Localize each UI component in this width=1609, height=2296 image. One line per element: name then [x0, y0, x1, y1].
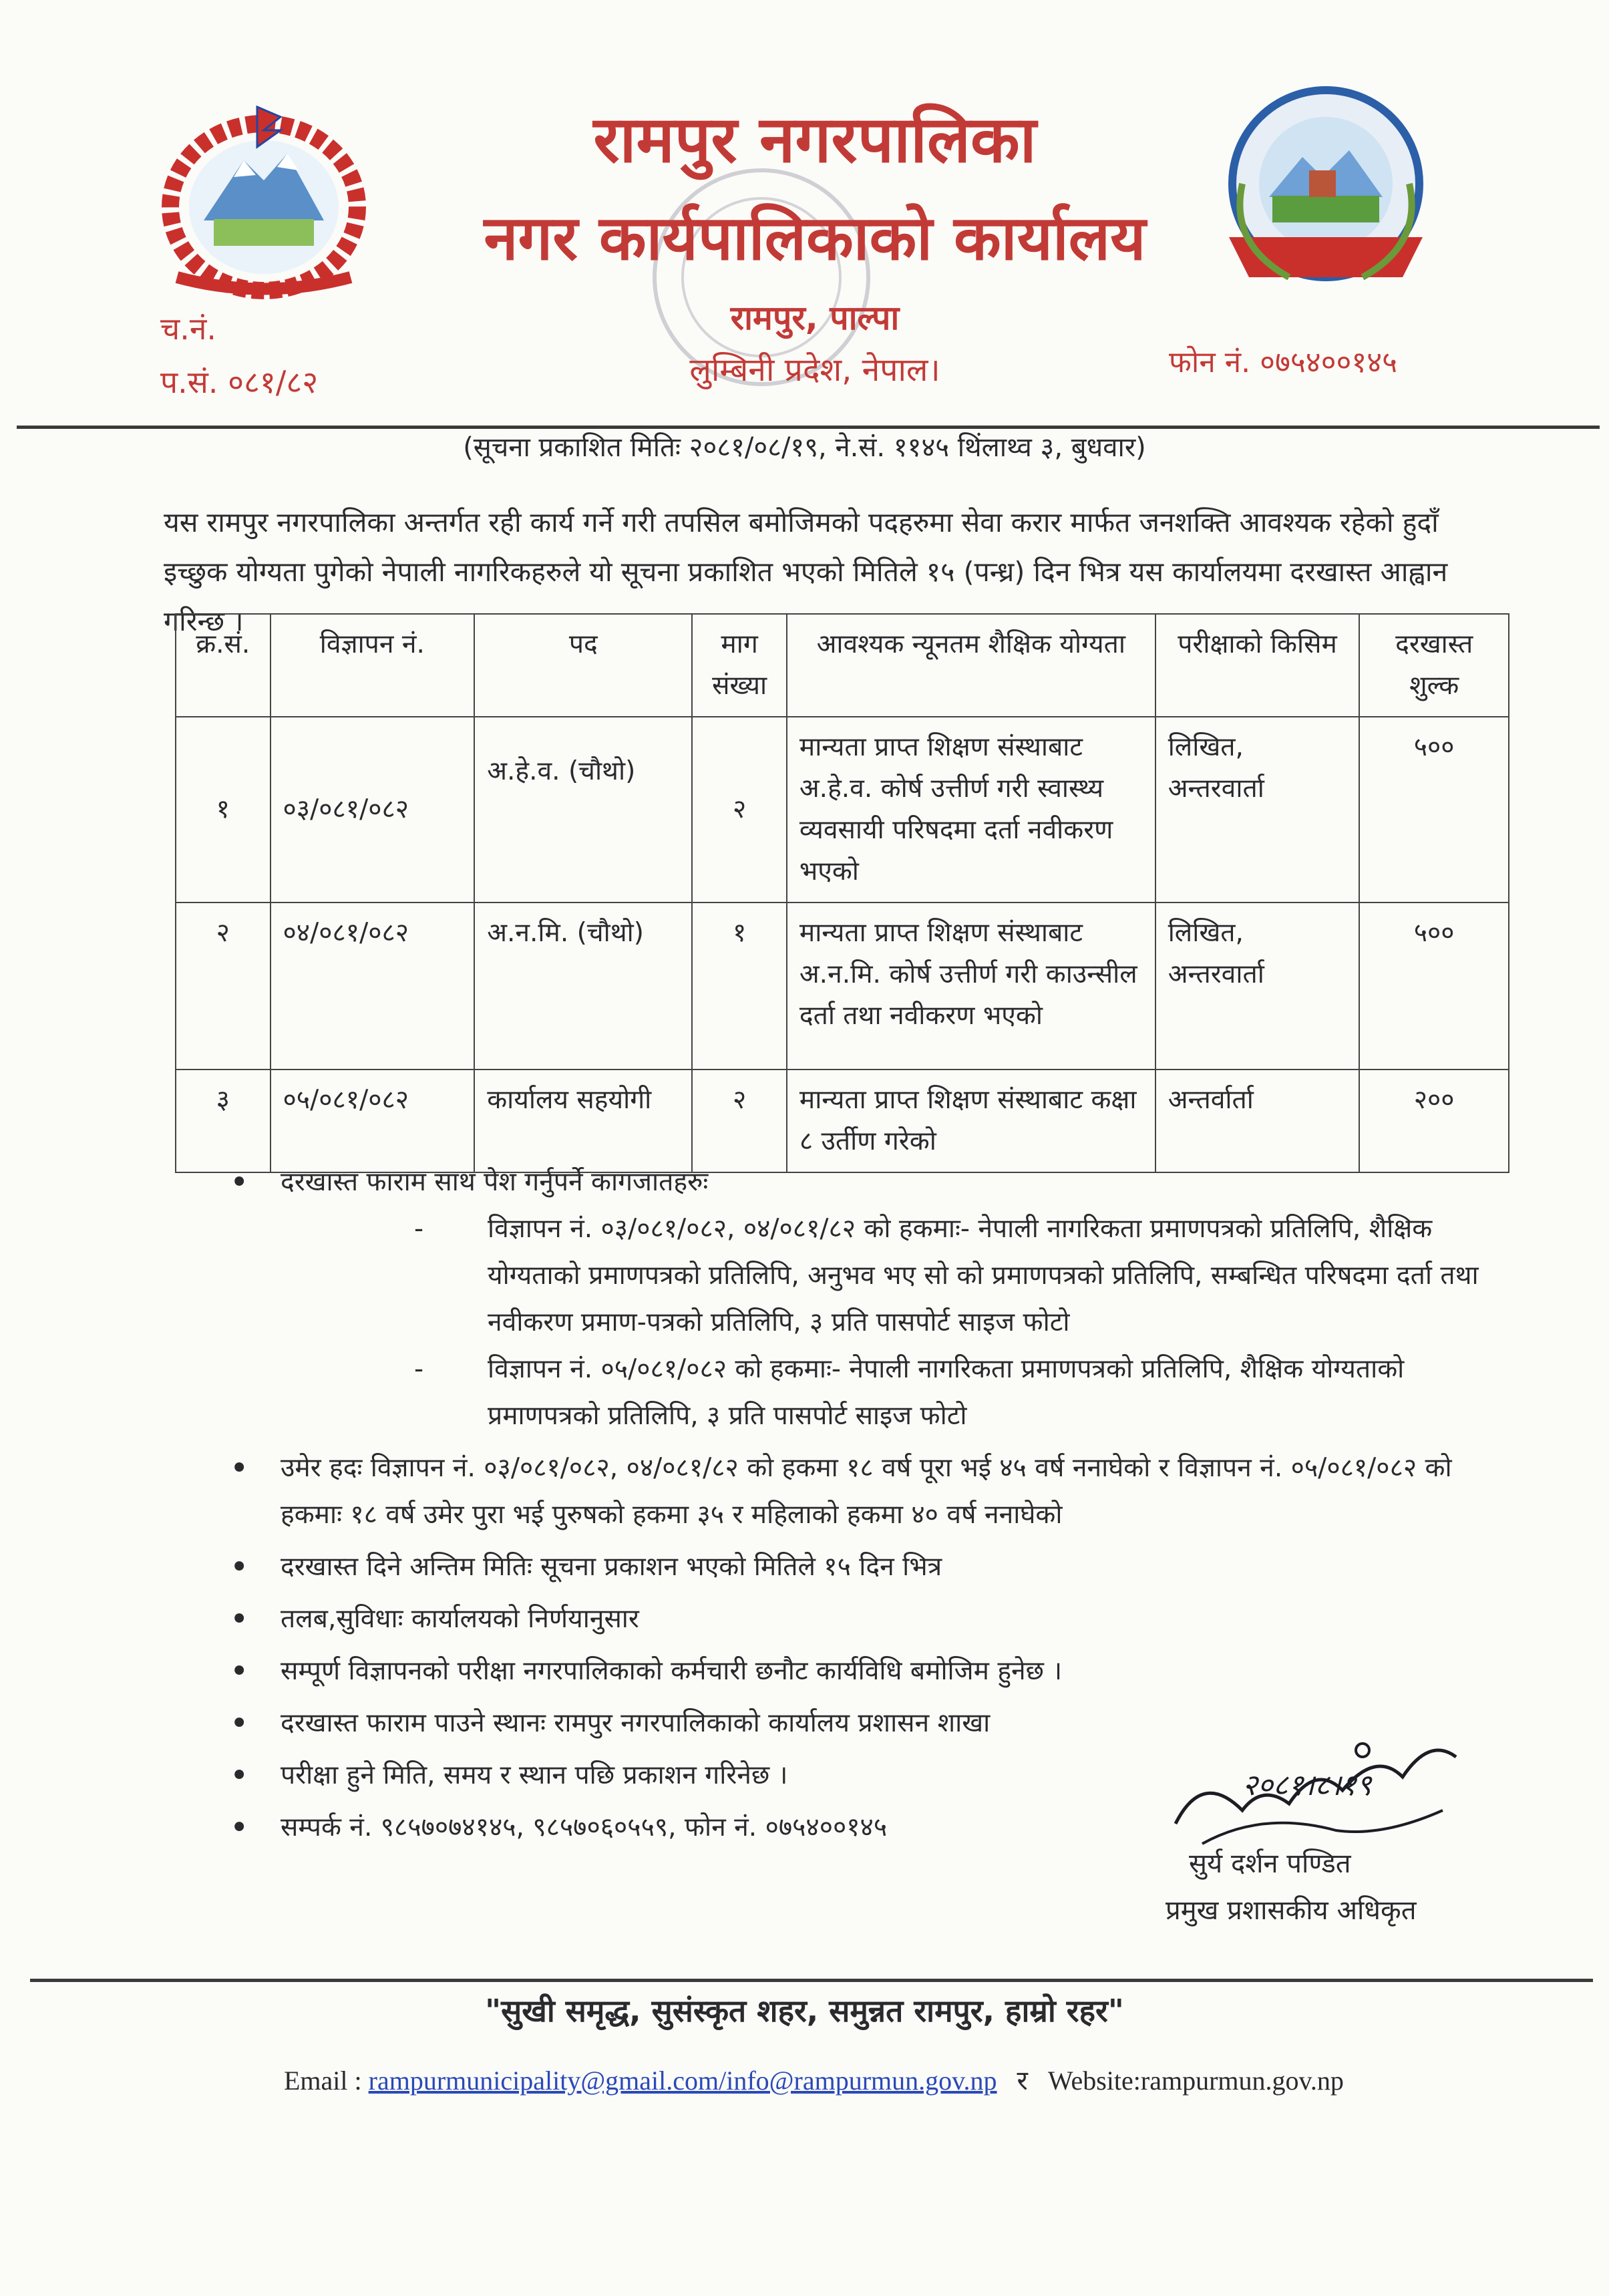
list-item: • परीक्षा हुने मिति, समय र स्थान पछि प्रकाशन गरिनेछ । — [220, 1752, 1509, 1799]
cell-demand: २ — [692, 717, 787, 903]
reference-number: च.नं. — [160, 311, 216, 347]
cell-fee: २०० — [1359, 1070, 1509, 1172]
footer-contact — [284, 2061, 1344, 2098]
table-header-row — [176, 614, 1509, 717]
footer-connector: र — [1017, 2066, 1028, 2096]
municipality-name: रामपुर नगरपालिका — [593, 102, 1037, 177]
list-item — [220, 1159, 1509, 1440]
cell-exam: अन्तर्वार्ता — [1155, 1070, 1360, 1172]
cell-qualification: मान्यता प्राप्त शिक्षण संस्थाबाट कक्षा ८ उर्तीण गरेको — [787, 1070, 1155, 1172]
cell-sn: १ — [176, 717, 271, 903]
col-demand: माग संख्या — [692, 614, 787, 717]
fiscal-year: प.सं. ०८१/८२ — [160, 364, 319, 400]
cell-post: अ.हे.व. (चौथो) — [474, 717, 692, 903]
notice-date: (सूचना प्रकाशित मितिः २०८१/०८/१९, ने.सं. ११४५ थिंलाथ्व ३, बुधवार) — [463, 432, 1146, 463]
docs-heading: दरखास्त फाराम साथ पेश गर्नुपर्ने कागजातहरुः — [281, 1167, 709, 1197]
col-post: पद — [474, 614, 692, 717]
signatory-title: प्रमुख प्रशासकीय अधिकृत — [1166, 1895, 1417, 1926]
cell-exam: लिखित, अन्तरवार्ता — [1155, 903, 1360, 1070]
cell-demand: २ — [692, 1070, 787, 1172]
office-name: नगर कार्यपालिकाको कार्यालय — [484, 202, 1146, 274]
col-ad-no: विज्ञापन नं. — [271, 614, 475, 717]
docs-item-2: - विज्ञापन नं. ०५/०८१/०८२ को हकमाः- नेपाली नागरिकता प्रमाणपत्रको प्रतिलिपि, शैक्षिक योग्यताको प्रमाणपत्रको प्रतिलिपि, ३ प्रति पासपोर्ट साइज फोटो — [414, 1346, 1509, 1440]
table-row — [176, 717, 1509, 903]
table-row — [176, 903, 1509, 1070]
list-item: • सम्पूर्ण विज्ञापनको परीक्षा नगरपालिकाको कर्मचारी छनौट कार्यविधि बमोजिम हुनेछ । — [220, 1648, 1509, 1695]
cell-exam: लिखित, अन्तरवार्ता — [1155, 717, 1360, 903]
cell-post: अ.न.मि. (चौथो) — [474, 903, 692, 1070]
cell-qualification: मान्यता प्राप्त शिक्षण संस्थाबाट अ.न.मि. कोर्ष उत्तीर्ण गरी काउन्सील दर्ता तथा नवीकरण भएको — [787, 903, 1155, 1070]
signatory-name: सुर्य दर्शन पण्डित — [1189, 1848, 1351, 1879]
municipality-motto: "सुखी समृद्ध, सुसंस्कृत शहर, समुन्नत रामपुर, हाम्रो रहर" — [485, 1993, 1124, 2029]
cell-ad-no: ०३/०८१/०८२ — [271, 717, 475, 903]
vacancy-table — [175, 613, 1509, 1173]
email-link[interactable]: rampurmunicipality@gmail.com/info@rampurmun.gov.np — [368, 2066, 997, 2096]
col-sn: क्र.सं. — [176, 614, 271, 717]
cell-fee: ५०० — [1359, 717, 1509, 903]
cell-fee: ५०० — [1359, 903, 1509, 1070]
office-phone: फोन नं. ०७५४००१४५ — [1169, 345, 1398, 379]
address-line-1: रामपुर, पाल्पा — [730, 299, 900, 337]
nepal-emblem-icon — [150, 100, 377, 301]
website-text: Website:rampurmun.gov.np — [1047, 2066, 1344, 2096]
email-label: Email : — [284, 2066, 362, 2096]
col-qualification: आवश्यक न्यूनतम शैक्षिक योग्यता — [787, 614, 1155, 717]
list-item: • उमेर हदः विज्ञापन नं. ०३/०८१/०८२, ०४/०८१/८२ को हकमा १८ वर्ष पूरा भई ४५ वर्ष ननाघेको र विज्ञापन नं. ०५/०८१/०८२ को हकमाः १८ वर्ष उमेर पुरा भई पुरुषको हकमा ३५ र महिलाको हकमा ४० वर्ष ननाघेको — [220, 1445, 1509, 1538]
list-item: • दरखास्त फाराम पाउने स्थानः रामपुर नगरपालिकाको कार्यालय प्रशासन शाखा — [220, 1700, 1509, 1747]
address-line-2: लुम्बिनी प्रदेश, नेपाल। — [689, 351, 940, 389]
notice-intro: यस रामपुर नगरपालिका अन्तर्गत रही कार्य गर्ने गरी तपसिल बमोजिमको पदहरुमा सेवा करार मार्फत जनशक्ति आवश्यक रहेको हुदाँ इच्छुक योग्यता पुगेको नेपाली नागरिकहरुले यो सूचना प्रकाशित भएको मितिले १५ (पन्ध्र) दिन भित्र यस कार्यालयमा दरखास्त आह्वान गरिन्छ । — [164, 506, 1448, 637]
col-exam: परीक्षाको किसिम — [1155, 614, 1360, 717]
signature-date: २०८१।८।१९ — [1242, 1768, 1372, 1802]
col-fee: दरखास्त शुल्क — [1359, 614, 1509, 717]
municipality-logo-icon — [1216, 84, 1436, 304]
list-item: • सम्पर्क नं. ९८५७०७४१४५, ९८५७०६०५५९, फोन नं. ०७५४००१४५ — [220, 1804, 1509, 1851]
docs-item-1: - विज्ञापन नं. ०३/०८१/०८२, ०४/०८१/८२ को हकमाः- नेपाली नागरिकता प्रमाणपत्रको प्रतिलिपि, शैक्षिक योग्यताको प्रमाणपत्रको प्रतिलिपि, अनुभव भए सो को प्रमाणपत्रको प्रतिलिपि, सम्बन्धित परिषदमा दर्ता तथा नवीकरण प्रमाण-पत्रको प्रतिलिपि, ३ प्रति पासपोर्ट साइज फोटो — [414, 1206, 1509, 1346]
cell-ad-no: ०४/०८१/०८२ — [271, 903, 475, 1070]
table-row — [176, 1070, 1509, 1172]
cell-sn: ३ — [176, 1070, 271, 1172]
cell-sn: २ — [176, 903, 271, 1070]
cell-qualification: मान्यता प्राप्त शिक्षण संस्थाबाट अ.हे.व. कोर्ष उत्तीर्ण गरी स्वास्थ्य व्यवसायी परिषदमा दर्ता नवीकरण भएको — [787, 717, 1155, 903]
cell-demand: १ — [692, 903, 787, 1070]
cell-ad-no: ०५/०८१/०८२ — [271, 1070, 475, 1172]
cell-post: कार्यालय सहयोगी — [474, 1070, 692, 1172]
list-item: • दरखास्त दिने अन्तिम मितिः सूचना प्रकाशन भएको मितिले १५ दिन भित्र — [220, 1544, 1509, 1591]
list-item: • तलब,सुविधाः कार्यालयको निर्णयानुसार — [220, 1596, 1509, 1643]
footer-divider — [30, 1979, 1593, 1982]
